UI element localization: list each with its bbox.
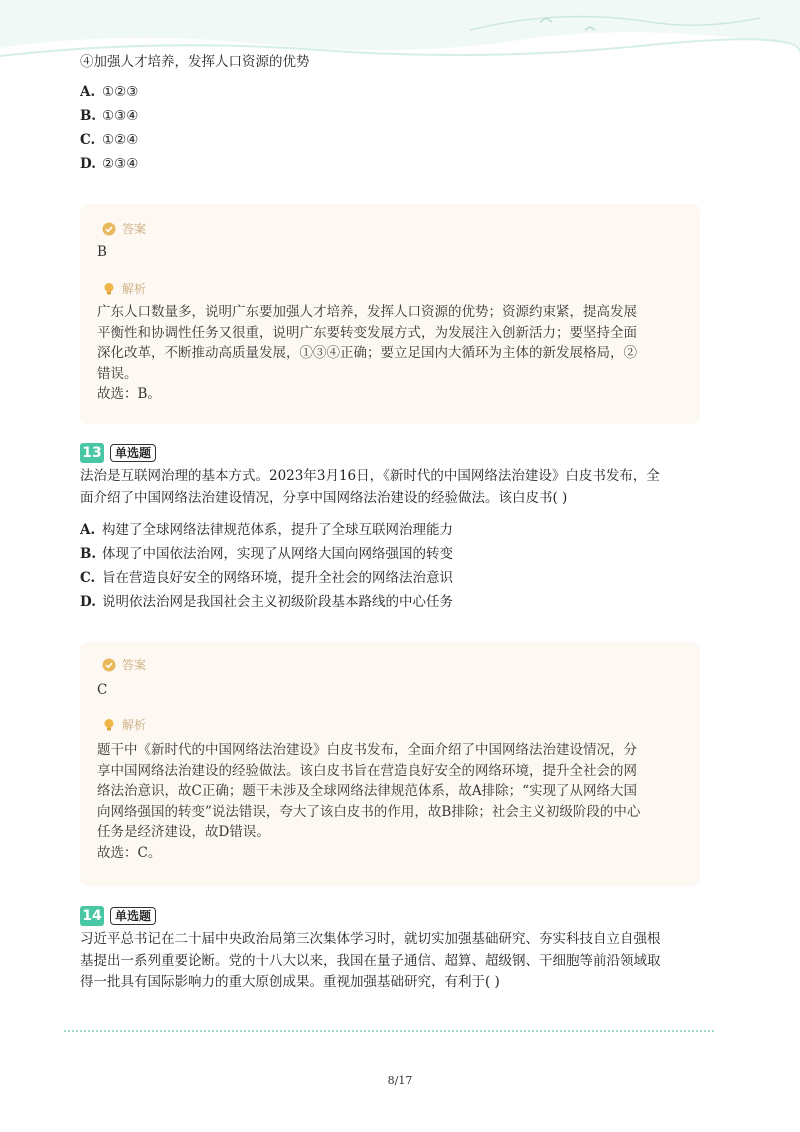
answer-tag: 答案 [102,656,146,673]
answer-tag: 答案 [102,220,146,237]
question-14-header [80,906,156,926]
answer-value: B [97,244,107,260]
page-number: 8/17 [387,1074,413,1087]
answer-box [80,204,700,424]
header-decoration [0,0,800,60]
question-number: 14 [80,906,104,926]
q13-option-d[interactable]: D. 说明依法治网是我国社会主义初级阶段基本路线的中心任务 [80,594,453,610]
analysis-text: 题干中《新时代的中国网络法治建设》白皮书发布，全面介绍了中国网络法治建设情况，分 享中国网络法治建设的经验做法。该白皮书旨在营造良好安全的网络环境，提升全社会的网 络法治意识，故C正确；题干未涉及全球网络法律规范体系，故A排除；“实现了从网络大国 向网络强国的转变”说法错误，夸大了该白皮书的作用，故B排除；社会主义初级阶段的中心 任务是经济建设，故D错误。 故选：C。 [97,742,641,861]
question-number: 13 [80,443,104,463]
question-type-badge: 单选题 [110,444,156,462]
option-d[interactable]: D. ②③④ [80,156,139,172]
q13-answer-box [80,642,700,886]
analysis-tag: 解析 [102,716,146,733]
check-badge-icon [102,222,116,236]
lightbulb-icon [102,282,116,296]
question-13-header [80,443,156,463]
answer-value: C [97,682,108,698]
q13-option-b[interactable]: B. 体现了中国依法治网，实现了从网络大国向网络强国的转变 [80,546,453,562]
lightbulb-icon [102,718,116,732]
option-a[interactable]: A. ①②③ [80,84,139,100]
q13-option-c[interactable]: C. 旨在营造良好安全的网络环境，提升全社会的网络法治意识 [80,570,453,586]
q13-option-a[interactable]: A. 构建了全球网络法律规范体系，提升了全球互联网治理能力 [80,522,453,538]
question-13-stem: 法治是互联网治理的基本方式。2023年3月16日，《新时代的中国网络法治建设》白皮书发布，全 面介绍了中国网络法治建设情况，分享中国网络法治建设的经验做法。该白皮书( ) [80,468,660,506]
check-badge-icon [102,658,116,672]
option-b[interactable]: B. ①③④ [80,108,139,124]
question-14-stem: 习近平总书记在二十届中央政治局第三次集体学习时，就切实加强基础研究、夯实科技自立自强根 基提出一系列重要论断。党的十八大以来，我国在量子通信、超算、超级钢、干细胞等前沿领域取 得一批具有国际影响力的重大原创成果。重视加强基础研究，有利于( ) [80,931,661,990]
statement-4: ④加强人才培养，发挥人口资源的优势 [80,54,310,70]
footer-divider [64,1030,714,1032]
analysis-text: 广东人口数量多，说明广东要加强人才培养，发挥人口资源的优势；资源约束紧，提高发展 平衡性和协调性任务又很重，说明广东要转变发展方式，为发展注入创新活力；要坚持全面 深化改革，不断推动高质量发展，①③④正确；要立足国内大循环为主体的新发展格局，② 错误。 故选：B。 [97,304,637,402]
question-type-badge: 单选题 [110,907,156,925]
analysis-tag: 解析 [102,280,146,297]
option-c[interactable]: C. ①②④ [80,132,139,148]
